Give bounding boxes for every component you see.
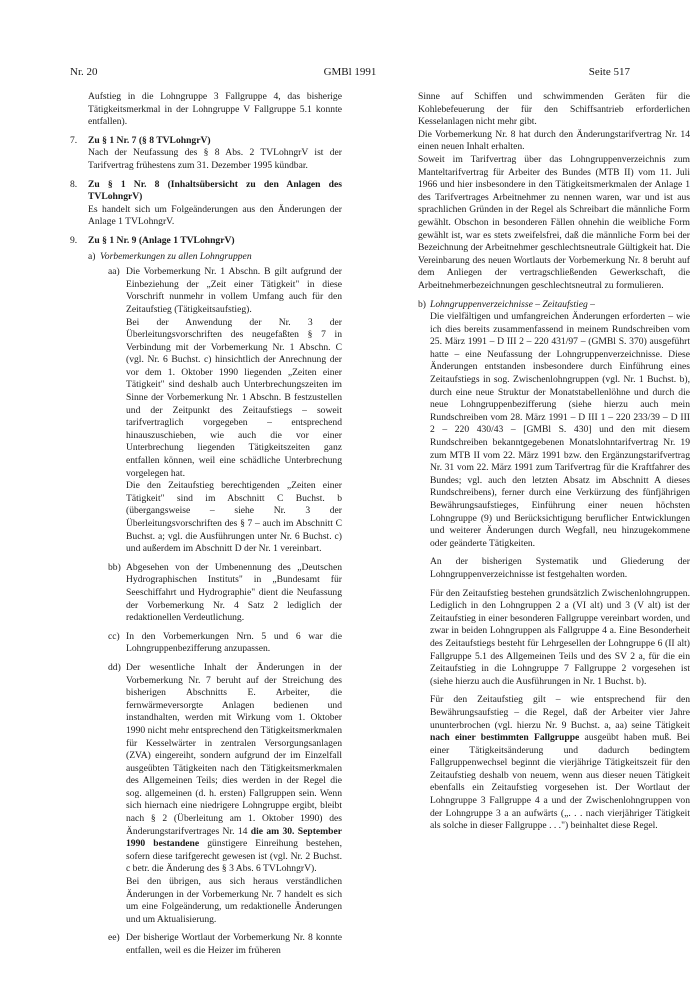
paragraph: Soweit im Tarifvertrag über das Lohngruppenverzeichnis zum Manteltarifvertrag für Arbeiter des Bundes (MTB II) vom 11. Juli 1966 und hier insbesondere in den Tätigkeitsmerkmalen der Anlage 1 des Tarifvertrages Arbeitnehmer zu nennen waren, war und ist aus sprachlichen Gründen in der Regel als Schreibart die männliche Form gewählt. Obschon in besonderen Fällen ohnehin die weibliche Form gewählt ist, war es stets zweifelsfrei, daß die männliche Form bei der Bezeichnung der Arbeitnehmer geschlechtsneutrale Gültigkeit hat. Die Vereinbarung des neuen Wortlauts der Vorbemerkung Nr. 8 beruht auf dem Anliegen der vertragschließenden Gewerkschaft, die Arbeitnehmerbezeichnungen geschlechtsneutral zu formulieren.: [418, 153, 690, 291]
item-label: bb): [108, 561, 121, 573]
section-heading: Zu § 1 Nr. 8 (Inhaltsübersicht zu den Anlagen des TVLohngrV): [88, 178, 342, 203]
subsection-title: Lohngruppenverzeichnisse – Zeitaufstieg –: [430, 298, 595, 310]
paragraph: [126, 662, 342, 876]
text-run: ausgeübt haben muß. Bei einer Tätigkeitsänderung und dadurch bedingtem Fallgruppenwechsel beginnt die vierjährige Tätigkeitszeit für den Zeitaufstieg deshalb von neuem, wenn aus dieser neuen Tätigkeit ebenfalls ein Zeitaufstieg vorgesehen ist. Der Wortlaut der Lohngruppe 3 Fallgruppe 4 a und der Zwischenlohngruppen von der Lohngruppe 3 a an aufwärts („. . . nach vierjähriger Tätigkeit als solche in dieser Fallgruppe . . .") beinhaltet diese Regel.: [430, 732, 690, 832]
item-ee: [108, 932, 342, 957]
paragraph: Bei der Anwendung der Nr. 3 der Überleitungsvorschriften des neugefaßten § 7 in Verbindung mit der Vorbemerkung Nr. 1 Abschn. C (vgl. Nr. 6 Buchst. c) hinsichtlich der Anrechnung der vor dem 1. Oktober 1990 liegenden „Zeiten einer Tätigkeit" sind deshalb auch Unterbrechungszeiten im Sinne der Vorbemerkung Nr. 1 Abschn. B festzustellen und der Zeitpunkt des Zeitaufstiegs – soweit tarifvertraglich vorgegeben – entsprechend hinauszuschieben, wie auch die vor einer Unterbrechung liegenden Tätigkeitszeiten ganz entfallen können, weil eine schädliche Unterbrechung vorgelegen hat.: [126, 316, 342, 479]
paragraph: Bei den übrigen, aus sich heraus verständlichen Änderungen in der Vorbemerkung Nr. 7 handelt es sich um eine Folgeänderung, um redaktionelle Änderungen und um Aktualisierung.: [126, 876, 342, 925]
section-7: [70, 135, 342, 173]
item-bb: [108, 561, 342, 625]
item-label: aa): [108, 266, 120, 278]
paragraph: In den Vorbemerkungen Nrn. 5 und 6 war die Lohngruppenbezifferung anzupassen.: [126, 630, 342, 655]
page-number: Seite 517: [588, 66, 630, 78]
paragraph: Für den Zeitaufstieg bestehen grundsätzlich Zwischenlohngruppen. Lediglich in den Lohngruppen 2 a (VI alt) und 3 (V alt) ist der Zeitaufstieg in einer besonderen Fallgruppe vereinbart worden, und zwar in beiden Lohngruppen als Fallgruppe 4 a. Eine Besonderheit des Zeitaufstiegs besteht für Lehrgesellen der Lohngruppe 6 (II alt) Fallgruppe 5.1 des Allgemeinen Teils und des SV 2 a, für die ein Zeitaufstieg in die Lohngruppe 7 Fallgruppe 2 vorgesehen ist (siehe hierzu auch die Ausführungen in Nr. 1 Buchst. b).: [430, 587, 690, 687]
emphasis: die am 30. September 1990 bestandene: [126, 825, 343, 850]
subsection-label: b): [418, 298, 426, 310]
section-number: 8.: [70, 178, 78, 190]
section-9: [70, 235, 342, 958]
item-label: ee): [108, 932, 120, 944]
item-aa: [108, 266, 342, 556]
right-column: [418, 91, 690, 833]
intro-paragraph: Aufstieg in die Lohngruppe 3 Fallgruppe 4, das bisherige Tätigkeitsmerkmal in der Lohngruppe V Fallgruppe 5.1 konnte entfallen).: [88, 91, 342, 128]
paragraph: Sinne auf Schiffen und schwimmenden Geräten für die Kohlebefeuerung der für den Schiffsantrieb erforderlichen Kesselanlagen nicht mehr gibt.: [418, 91, 690, 128]
paragraph: Die Vorbemerkung Nr. 1 Abschn. B gilt aufgrund der Einbeziehung der „Zeit einer Tätigkeit" in diese Vorschrift nunmehr in vollem Umfang auch für den Zeitaufstieg (Tätigkeitsaufstieg).: [126, 266, 342, 315]
text-run: günstigere Einreihung bestehen, sofern diese tarifgerecht gewesen ist (vgl. Nr. 2 Buchst. c betr. die Änderung des § 3 Abs. 6 TVLohngrV).: [126, 838, 342, 875]
paragraph: Der bisherige Wortlaut der Vorbemerkung Nr. 8 konnte entfallen, weil es die Heizer im früheren: [126, 932, 342, 956]
page-header: [70, 66, 630, 82]
paragraph: Die Vorbemerkung Nr. 8 hat durch den Änderungstarifvertrag Nr. 14 einen neuen Inhalt erhalten.: [418, 128, 690, 153]
subsection-b: [418, 298, 690, 833]
paragraph: Die den Zeitaufstieg berechtigenden „Zeiten einer Tätigkeit" sind im Abschnitt C Buchst. b (übergangsweise – siehe Nr. 3 der Überleitungsvorschriften des § 7 – auch im Abschnitt C Buchst. a; vgl. die Ausführungen unter Nr. 6 Buchst. c) und außerdem im Abschnitt D der Nr. 1 vereinbart.: [126, 480, 342, 555]
item-label: dd): [108, 661, 121, 673]
section-8: [70, 179, 342, 229]
subsection-label: a): [88, 250, 96, 262]
item-cc: [108, 630, 342, 656]
section-text: Es handelt sich um Folgeänderungen aus den Änderungen der Anlage 1 TVLohngrV.: [88, 203, 342, 228]
subsection-title: Vorbemerkungen zu allen Lohngruppen: [100, 250, 252, 262]
paragraph: An der bisherigen Systematik und Gliederung der Lohngruppenverzeichnisse ist festgehalten worden.: [430, 556, 690, 580]
section-text: Nach der Neufassung des § 8 Abs. 2 TVLohngrV ist der Tarifvertrag frühestens zum 31. Dezember 1995 kündbar.: [88, 147, 342, 171]
subsection-a: [88, 250, 342, 264]
text-run: Für den Zeitaufstieg gilt – wie entsprechend für den Bewährungsaufstieg – die Regel, daß der Arbeiter vier Jahre ununterbrochen (vgl. hierzu Nr. 9 Buchst. a, aa) seine Tätigkeit: [430, 694, 690, 731]
text-run: Der wesentliche Inhalt der Änderungen in der Vorbemerkung Nr. 7 beruht auf der Streichung des bisherigen Abschnitts E. Arbeiter, die fernwärmeversorgte Anlagen bedienen und instandhalten, werden mit Wirkung vom 1. Oktober 1990 nicht mehr entsprechend den Tätigkeitsmerkmalen für Kesselwärter in zentralen Versorgungsanlagen (ZVA) eingereiht, sondern aufgrund der im Einzelfall ausgeübten Tätigkeiten nach den Tätigkeitsmerkmalen des Allgemeinen Teils; dies werden in der Regel die sog. allgemeinen (d. h. ersten) Fallgruppen sein. Wenn sich hiernach eine niedrigere Lohngruppe ergibt, bleibt nach § 2 (Überleitung am 1. Oktober 1990) des Änderungstarifvertrages Nr. 14: [126, 661, 342, 837]
publication-title: GMBl 1991: [323, 66, 377, 78]
issue-number: Nr. 20: [70, 66, 98, 78]
section-number: 9.: [70, 234, 78, 246]
emphasis: nach einer bestimmten Fallgruppe: [430, 732, 580, 744]
section-number: 7.: [70, 134, 78, 146]
paragraph: Die vielfältigen und umfangreichen Änderungen erforderten – wie ich dies bereits zusammenfassend in meinem Rundschreiben vom 25. März 1991 – D III 2 – 220 431/97 – (GMBl S. 370) ausgeführt hatte – eine Neufassung der Lohngruppenverzeichnisse. Diese Änderungen entstanden insbesondere durch Einführung eines Zeitaufstiegs in sog. Zwischenlohngruppen (vgl. Nr. 1 Buchst. b), durch eine neue Struktur der Monatstabellenlöhne und durch die neue Lohngruppenbezifferung (siehe hierzu auch mein Rundschreiben vom 28. März 1991 – D III 1 – 220 233/39 – D III 2 – 220 430/43 – [GMBl S. 430] und den mit diesem Rundschreiben bekanntgegebenen Monatslohntarifvertrag Nr. 19 zum MTB II vom 22. März 1991 bzw. den Ergänzungstarifvertrag Nr. 31 vom 22. März 1991 zum Tarifvertrag für die Kraftfahrer des Bundes; vgl. auch den letzten Absatz im Abschnitt A dieses Rundschreibens), ferner durch eine Verkürzung des fünfjährigen Bewährungsaufstieges, Einführung einer neuen höchsten Lohngruppe (9) und Berücksichtigung beruflicher Entwicklungen und weiterer Änderungen durch Wegfall, neu hinzugekommene oder geänderte Tätigkeiten.: [430, 311, 690, 549]
paragraph: Abgesehen von der Umbenennung des „Deutschen Hydrographischen Instituts" in „Bundesamt für Seeschiffahrt und Hydrographie" dient die Neufassung der Vorbemerkung Nr. 4 Satz 2 lediglich der redaktionellen Verdeutlichung.: [126, 561, 342, 624]
section-heading: Zu § 1 Nr. 9 (Anlage 1 TVLohngrV): [88, 234, 235, 246]
section-heading: Zu § 1 Nr. 7 (§ 8 TVLohngrV): [88, 134, 211, 146]
item-dd: [108, 661, 343, 926]
left-column: [70, 91, 342, 958]
paragraph: [430, 694, 690, 833]
item-label: cc): [108, 630, 120, 642]
